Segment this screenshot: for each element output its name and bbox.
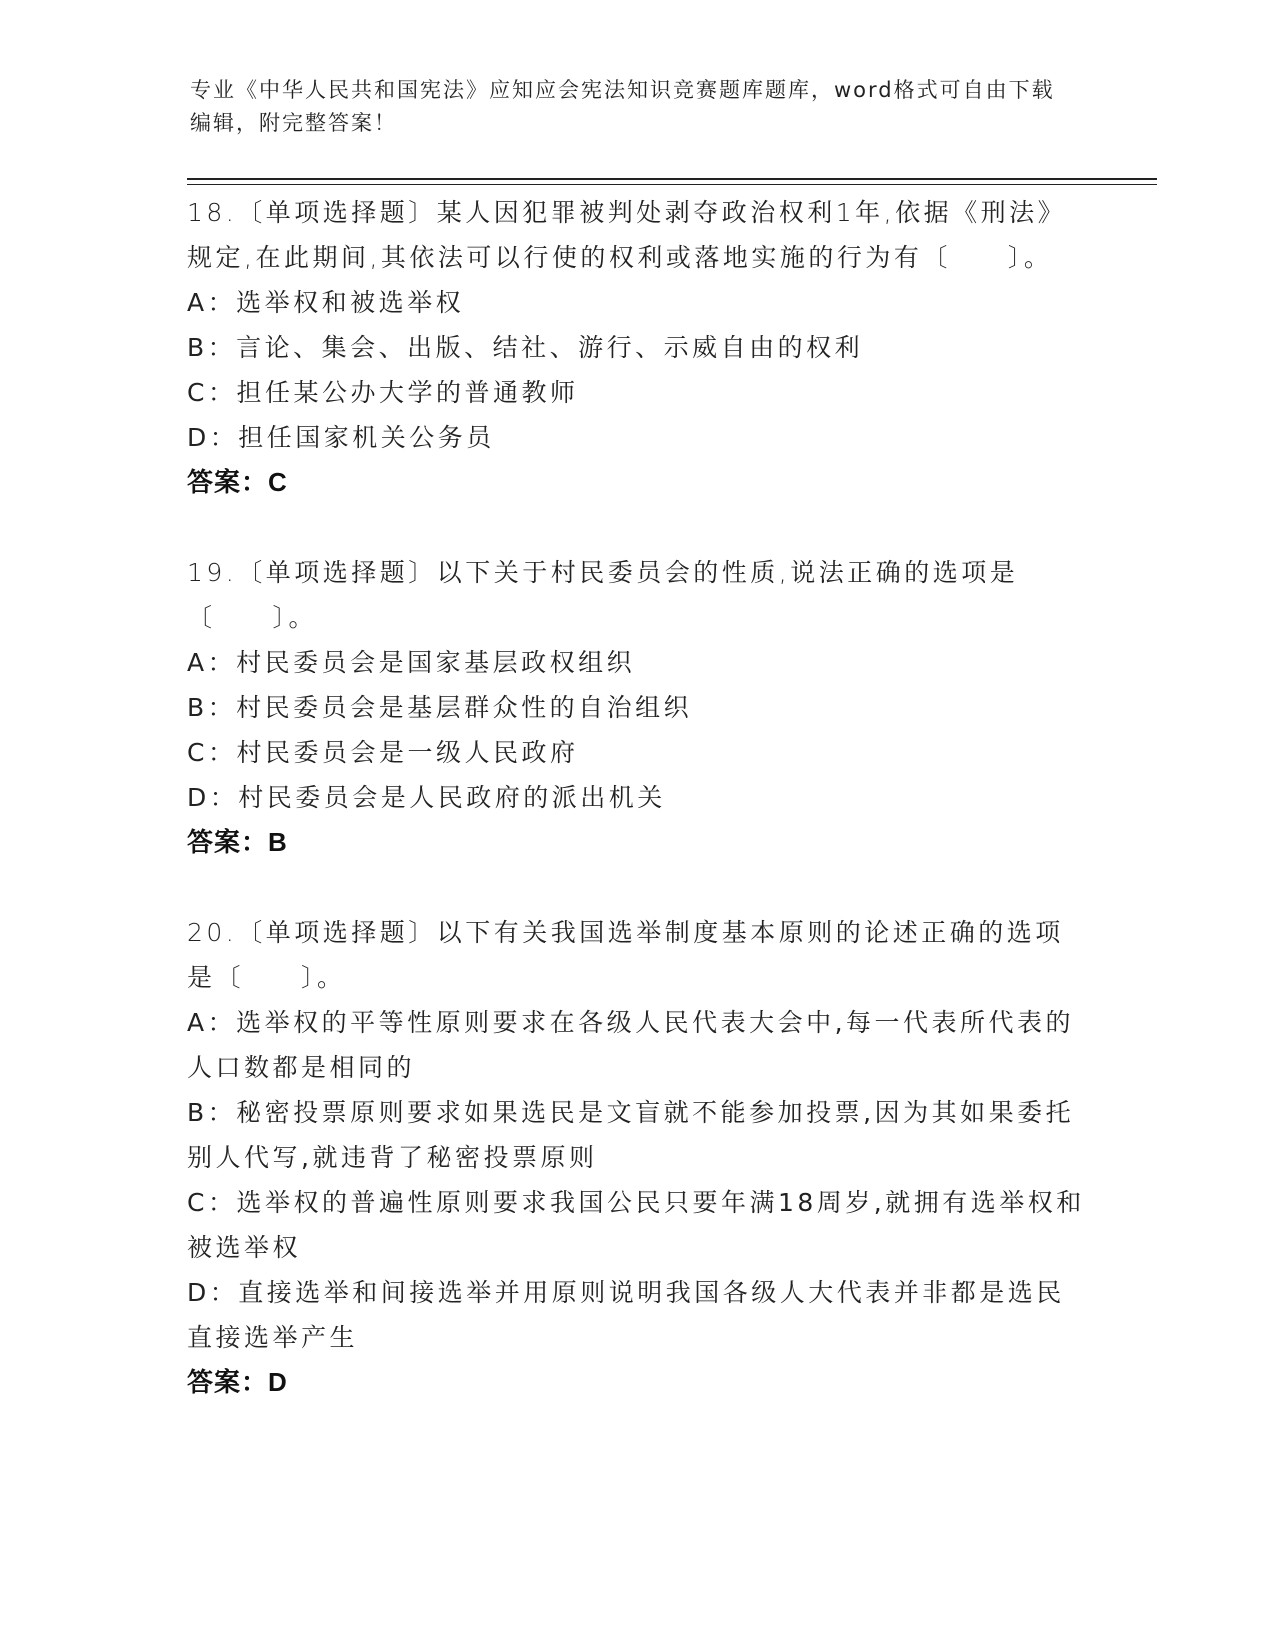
option-a: A：选举权和被选举权	[187, 288, 465, 317]
option-c: C：村民委员会是一级人民政府	[187, 738, 579, 767]
question-spacer	[187, 865, 1087, 910]
option-b: B：言论、集会、出版、结社、游行、示威自由的权利	[187, 333, 864, 362]
question-spacer	[187, 505, 1087, 550]
question-stem: 20.〔单项选择题〕以下有关我国选举制度基本原则的论述正确的选项是〔 〕。	[187, 918, 1064, 992]
option-c: C：选举权的普遍性原则要求我国公民只要年满18周岁,就拥有选举权和被选举权	[187, 1188, 1085, 1262]
answer-label: 答案：D	[187, 1367, 288, 1397]
option-a: A：选举权的平等性原则要求在各级人民代表大会中,每一代表所代表的人口数都是相同的	[187, 1008, 1075, 1082]
header-divider-thick	[187, 178, 1157, 180]
option-a: A：村民委员会是国家基层政权组织	[187, 648, 636, 677]
option-c: C：担任某公办大学的普通教师	[187, 378, 579, 407]
option-d: D：直接选举和间接选举并用原则说明我国各级人大代表并非都是选民直接选举产生	[187, 1278, 1065, 1352]
question-list	[187, 190, 1087, 1405]
question-stem: 18.〔单项选择题〕某人因犯罪被判处剥夺政治权利1年,依据《刑法》规定,在此期间,其依法可以行使的权利或落地实施的行为有〔 〕。	[187, 198, 1067, 272]
header-divider-thin	[187, 184, 1157, 185]
option-b: B：秘密投票原则要求如果选民是文盲就不能参加投票,因为其如果委托别人代写,就违背了秘密投票原则	[187, 1098, 1075, 1172]
option-d: D：村民委员会是人民政府的派出机关	[187, 783, 666, 812]
question-19	[187, 550, 1087, 865]
question-stem: 19.〔单项选择题〕以下关于村民委员会的性质,说法正确的选项是〔 〕。	[187, 558, 1019, 632]
question-18	[187, 190, 1087, 505]
option-b: B：村民委员会是基层群众性的自治组织	[187, 693, 693, 722]
answer-label: 答案：C	[187, 467, 288, 497]
option-d: D：担任国家机关公务员	[187, 423, 495, 452]
answer-label: 答案：B	[187, 827, 288, 857]
question-20	[187, 910, 1087, 1405]
document-header: 专业《中华人民共和国宪法》应知应会宪法知识竞赛题库题库，word格式可自由下载编辑，附完整答案！	[190, 78, 1055, 135]
